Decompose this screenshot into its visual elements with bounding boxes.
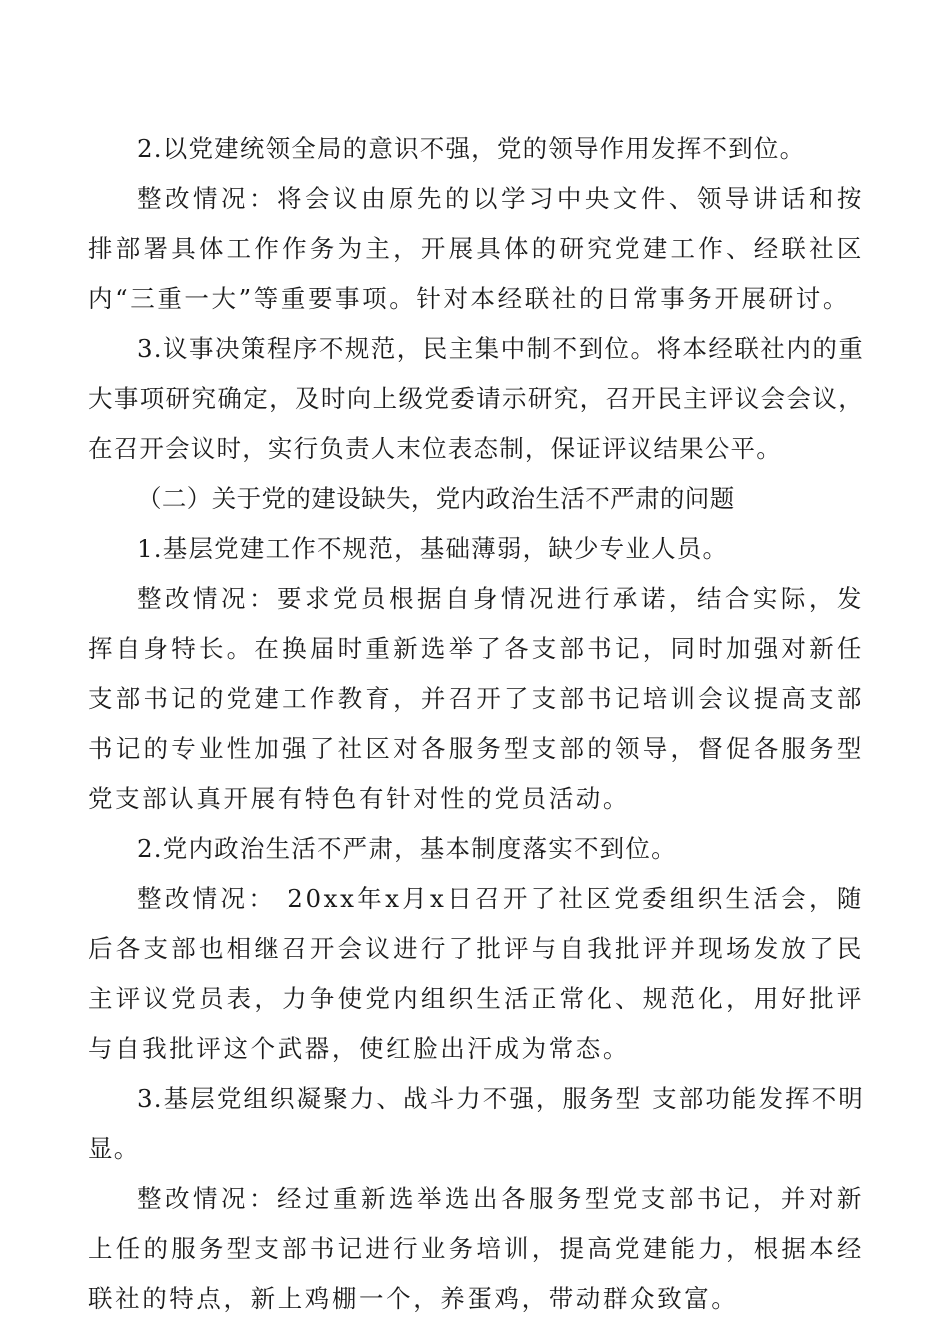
paragraph-8: 整改情况： 20xx年x月x日召开了社区党委组织生活会，随后各支部也相继召开会议进行了批评与自我批评并现场发放了民主评议党员表，力争使党内组织生活正常化、规范化，用好批评与自我批评这个武器，使红脸出汗成为常态。	[88, 884, 864, 1063]
document-body	[88, 124, 864, 1324]
section-heading: （二）关于党的建设缺失，党内政治生活不严肃的问题	[137, 484, 735, 513]
paragraph-9: 3.基层党组织凝聚力、战斗力不强，服务型 支部功能发挥不明显。	[88, 1084, 864, 1163]
paragraph-2: 整改情况：将会议由原先的以学习中央文件、领导讲话和按排部署具体工作作务为主，开展具体的研究党建工作、经联社区内“三重一大”等重要事项。针对本经联社的日常事务开展研讨。	[88, 184, 864, 313]
paragraph-1: 2.以党建统领全局的意识不强，党的领导作用发挥不到位。	[137, 134, 806, 163]
paragraph-7: 2.党内政治生活不严肃，基本制度落实不到位。	[137, 834, 677, 863]
paragraph-5: 1.基层党建工作不规范，基础薄弱，缺少专业人员。	[137, 534, 729, 563]
paragraph-6: 整改情况：要求党员根据自身情况进行承诺，结合实际，发挥自身特长。在换届时重新选举了各支部书记，同时加强对新任支部书记的党建工作教育，并召开了支部书记培训会议提高支部书记的专业性加强了社区对各服务型支部的领导，督促各服务型党支部认真开展有特色有针对性的党员活动。	[88, 584, 864, 813]
paragraph-3: 3.议事决策程序不规范，民主集中制不到位。将本经联社内的重大事项研究确定，及时向上级党委请示研究，召开民主评议会会议，在召开会议时，实行负责人末位表态制，保证评议结果公平。	[88, 334, 864, 463]
paragraph-10: 整改情况：经过重新选举选出各服务型党支部书记，并对新上任的服务型支部书记进行业务培训，提高党建能力，根据本经联社的特点，新上鸡棚一个，养蛋鸡，带动群众致富。	[88, 1184, 864, 1313]
